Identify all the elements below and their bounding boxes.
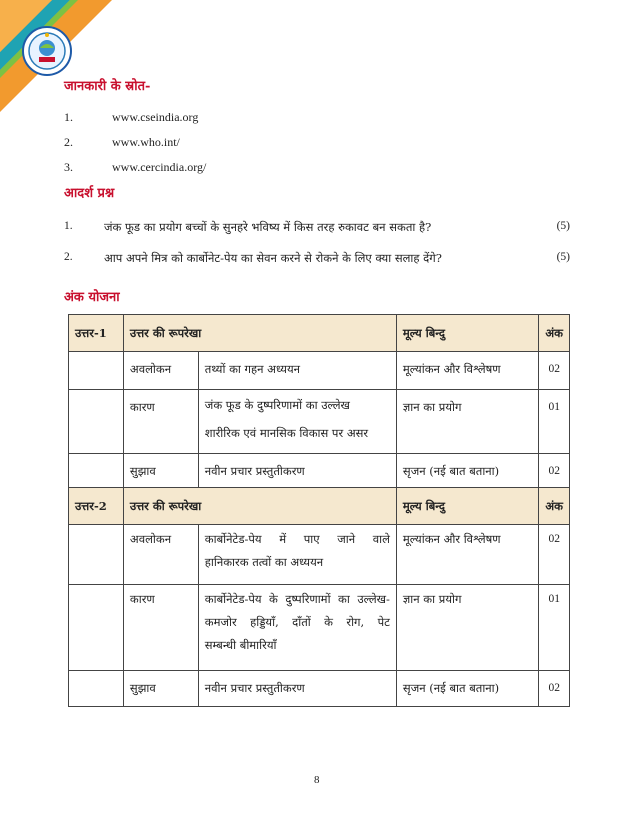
description-line: कार्बोनेटेड-पेय के दुष्परिणामों का उल्लेख-: [204, 592, 390, 606]
sources-heading: जानकारी के स्रोत-: [64, 79, 151, 94]
description-line: कमजोर हड्डियाँ, दाँतों के रोग, पेट: [204, 615, 390, 629]
description-line: तथ्यों का गहन अध्ययन: [204, 362, 300, 376]
marks-text: 01: [548, 401, 560, 413]
table-row: [69, 390, 570, 454]
question-number: 1.: [64, 220, 73, 232]
table-row: [69, 585, 570, 671]
source-link[interactable]: www.cseindia.org: [112, 110, 199, 124]
source-link[interactable]: www.who.int/: [112, 135, 180, 149]
category-text: कारण: [129, 400, 155, 414]
category-text: कारण: [129, 592, 155, 606]
question-marks: (5): [556, 220, 570, 232]
category-cell: [123, 585, 198, 671]
category-text: अवलोकन: [129, 532, 172, 546]
category-cell: [123, 390, 198, 454]
description-cell: [198, 352, 396, 390]
table-row: [69, 671, 570, 707]
empty-cell: [69, 525, 124, 585]
value-point-header: मूल्य बिन्दु: [396, 488, 538, 525]
description-line: शारीरिक एवं मानसिक विकास पर असर: [204, 426, 369, 440]
description-cell: [198, 390, 396, 454]
category-text: सुझाव: [129, 681, 156, 695]
description-line: सम्बन्धी बीमारियाँ: [204, 638, 277, 652]
description-cell: [198, 671, 396, 707]
marks-cell: [539, 525, 570, 585]
empty-cell: [69, 390, 124, 454]
marks-cell: [539, 454, 570, 488]
category-text: अवलोकन: [129, 362, 172, 376]
table-header-row: [69, 315, 570, 352]
outline-header: उत्तर की रूपरेखा: [123, 315, 396, 352]
page-number: 8: [314, 774, 320, 786]
marks-cell: [539, 390, 570, 454]
table-header-row: [69, 488, 570, 525]
value-text: मूल्यांकन और विश्लेषण: [402, 532, 501, 546]
value-text: सृजन (नई बात बताना): [402, 464, 500, 478]
category-text: सुझाव: [129, 464, 156, 478]
marks-text: 02: [548, 465, 560, 477]
source-number: 2.: [64, 135, 73, 149]
category-cell: [123, 671, 198, 707]
marks-cell: [539, 352, 570, 390]
value-text: ज्ञान का प्रयोग: [402, 400, 462, 414]
marking-scheme-table: [68, 314, 570, 707]
description-cell: [198, 585, 396, 671]
question-marks: (5): [556, 251, 570, 263]
question-number: 2.: [64, 251, 73, 263]
value-cell: [396, 525, 538, 585]
source-number: 1.: [64, 110, 73, 124]
value-cell: [396, 585, 538, 671]
marks-text: 02: [548, 682, 560, 694]
marks-cell: [539, 585, 570, 671]
description-line: नवीन प्रचार प्रस्तुतीकरण: [204, 464, 305, 478]
value-cell: [396, 671, 538, 707]
description-cell: [198, 525, 396, 585]
description-line: हानिकारक तत्वों का अध्ययन: [204, 555, 324, 569]
source-number: 3.: [64, 160, 73, 174]
description-cell: [198, 454, 396, 488]
value-point-header: मूल्य बिन्दु: [396, 315, 538, 352]
description-line: नवीन प्रचार प्रस्तुतीकरण: [204, 681, 305, 695]
description-line: जंक फूड के दुष्परिणामों का उल्लेख: [204, 398, 350, 412]
marks-header: अंक: [539, 315, 570, 352]
answer-label: उत्तर-2: [69, 488, 124, 525]
value-cell: [396, 352, 538, 390]
answer-label: उत्तर-1: [69, 315, 124, 352]
marking-scheme-heading: अंक योजना: [64, 290, 120, 305]
marks-text: 02: [548, 533, 560, 545]
marks-text: 01: [548, 593, 560, 605]
empty-cell: [69, 585, 124, 671]
category-cell: [123, 454, 198, 488]
description-line: कार्बोनेटेड-पेय में पाए जाने वाले: [204, 532, 390, 546]
empty-cell: [69, 671, 124, 707]
model-questions-heading: आदर्श प्रश्न: [64, 186, 115, 201]
source-link[interactable]: www.cercindia.org/: [112, 160, 207, 174]
outline-header: उत्तर की रूपरेखा: [123, 488, 396, 525]
marks-text: 02: [548, 363, 560, 375]
marks-header: अंक: [539, 488, 570, 525]
table-row: [69, 525, 570, 585]
category-cell: [123, 352, 198, 390]
category-cell: [123, 525, 198, 585]
empty-cell: [69, 454, 124, 488]
question-text: जंक फूड का प्रयोग बच्चों के सुनहरे भविष्य में किस तरह रुकावट बन सकता है?: [104, 220, 432, 234]
marks-cell: [539, 671, 570, 707]
table-row: [69, 454, 570, 488]
value-text: मूल्यांकन और विश्लेषण: [402, 362, 501, 376]
question-text: आप अपने मित्र को कार्बोनेट-पेय का सेवन करने से रोकने के लिए क्या सलाह देंगे?: [104, 251, 442, 265]
empty-cell: [69, 352, 124, 390]
table-row: [69, 352, 570, 390]
value-cell: [396, 454, 538, 488]
value-cell: [396, 390, 538, 454]
emblem-logo-icon: [22, 26, 72, 76]
value-text: ज्ञान का प्रयोग: [402, 592, 462, 606]
value-text: सृजन (नई बात बताना): [402, 681, 500, 695]
